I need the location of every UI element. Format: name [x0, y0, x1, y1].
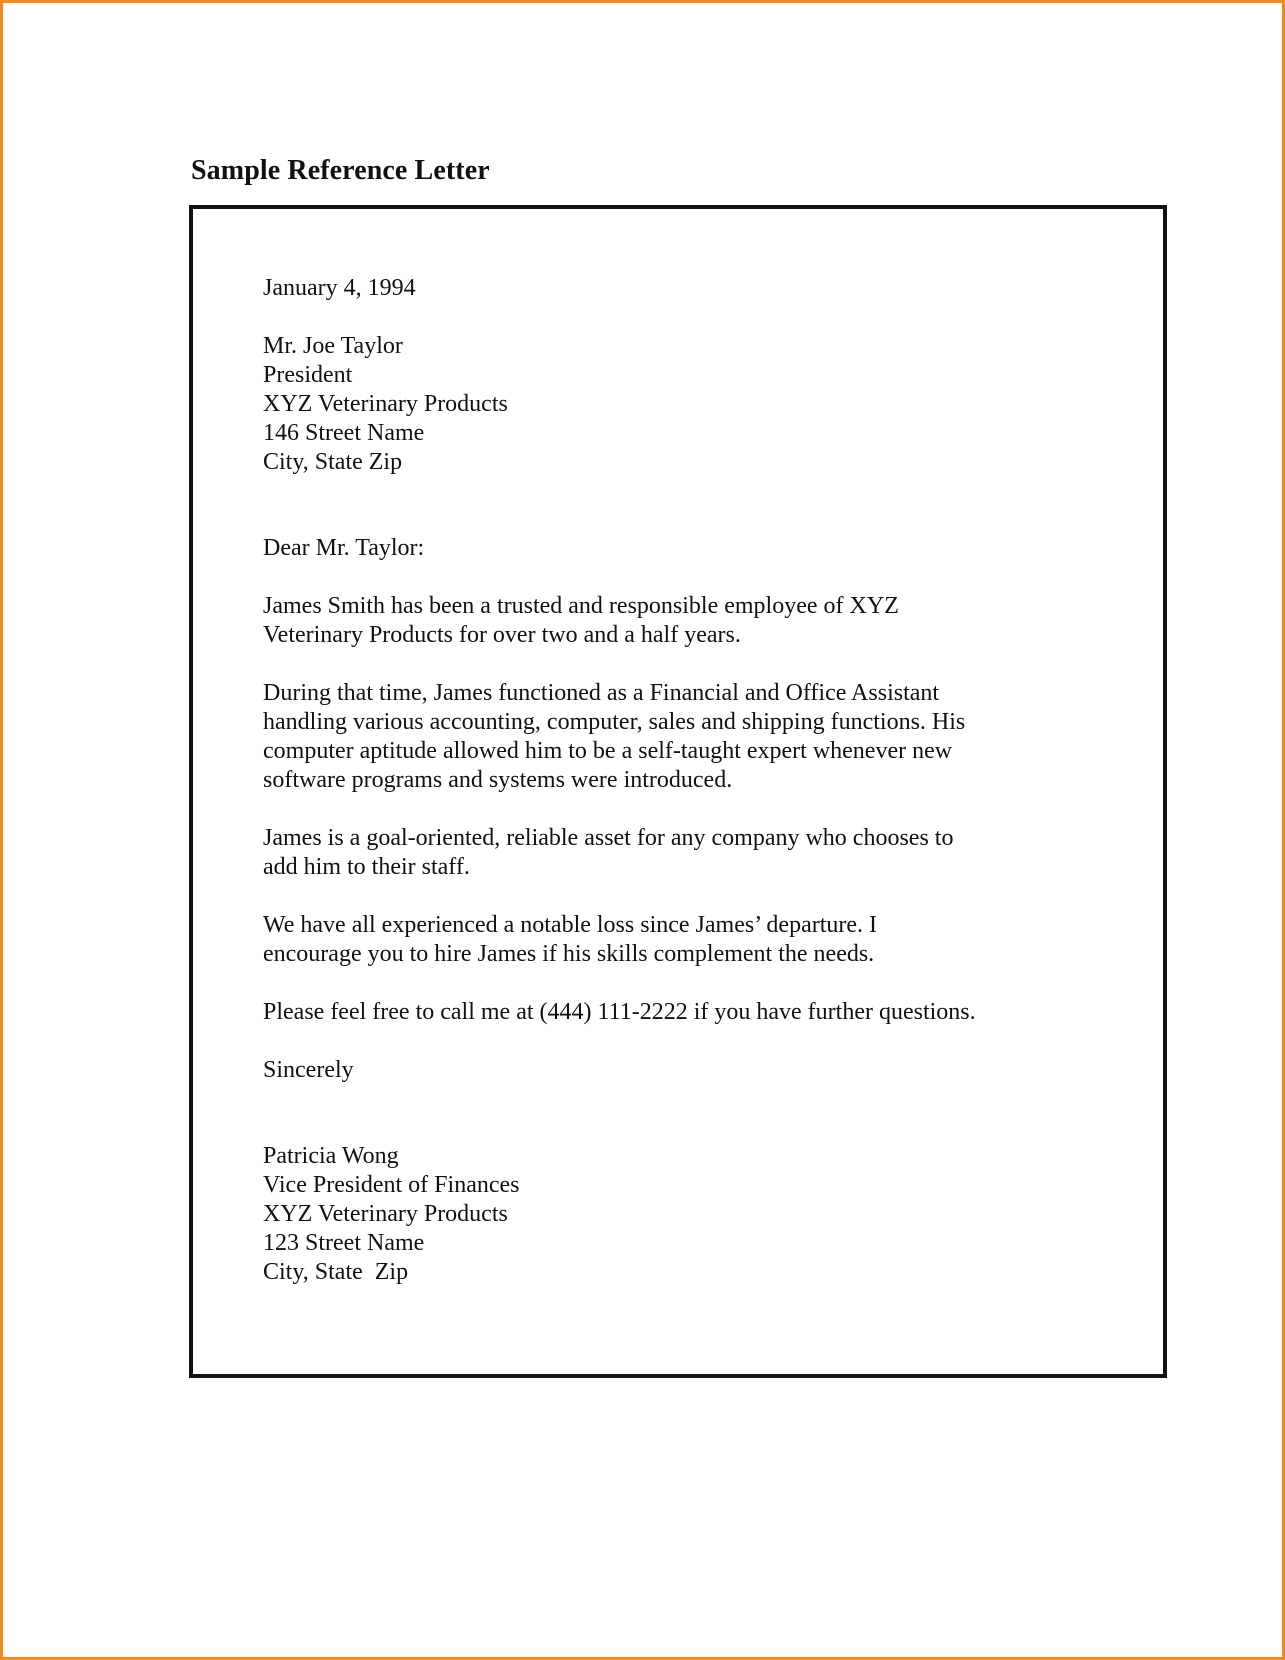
paragraph-line: encourage you to hire James if his skills complement the needs. — [263, 941, 875, 967]
paragraph-4 — [263, 911, 1143, 969]
letter-date: January 4, 1994 — [263, 275, 416, 301]
closing: Sincerely — [263, 1057, 354, 1083]
paragraph-line: James Smith has been a trusted and responsible employee of XYZ — [263, 593, 899, 619]
paragraph-1 — [263, 592, 1143, 650]
paragraph-line: We have all experienced a notable loss since James’ departure. I — [263, 912, 878, 938]
recipient-address-block — [263, 332, 1143, 477]
document-heading: Sample Reference Letter — [191, 155, 490, 186]
sender-signature-block — [263, 1142, 1143, 1287]
paragraph-line: software programs and systems were introduced. — [263, 767, 733, 793]
recipient-title: President — [263, 362, 353, 388]
paragraph-line: Veterinary Products for over two and a half years. — [263, 622, 741, 648]
recipient-street: 146 Street Name — [263, 420, 425, 446]
paragraph-line: James is a goal-oriented, reliable asset for any company who chooses to — [263, 825, 954, 851]
paragraph-line: handling various accounting, computer, sales and shipping functions. His — [263, 709, 966, 735]
sender-name: Patricia Wong — [263, 1143, 399, 1169]
sender-title: Vice President of Finances — [263, 1172, 520, 1198]
recipient-city-state-zip: City, State Zip — [263, 449, 403, 475]
paragraph-line: computer aptitude allowed him to be a self-taught expert whenever new — [263, 738, 953, 764]
sender-city-state-zip: City, State Zip — [263, 1259, 409, 1285]
paragraph-5 — [263, 998, 1143, 1027]
sender-company: XYZ Veterinary Products — [263, 1201, 508, 1227]
paragraph-2 — [263, 679, 1143, 795]
sender-street: 123 Street Name — [263, 1230, 425, 1256]
recipient-name: Mr. Joe Taylor — [263, 333, 403, 359]
letter-body — [263, 274, 1143, 1287]
paragraph-line: During that time, James functioned as a Financial and Office Assistant — [263, 680, 940, 706]
recipient-company: XYZ Veterinary Products — [263, 391, 508, 417]
paragraph-line: add him to their staff. — [263, 854, 470, 880]
paragraph-line: Please feel free to call me at (444) 111-2222 if you have further questions. — [263, 999, 976, 1025]
salutation: Dear Mr. Taylor: — [263, 535, 425, 561]
paragraph-3 — [263, 824, 1143, 882]
